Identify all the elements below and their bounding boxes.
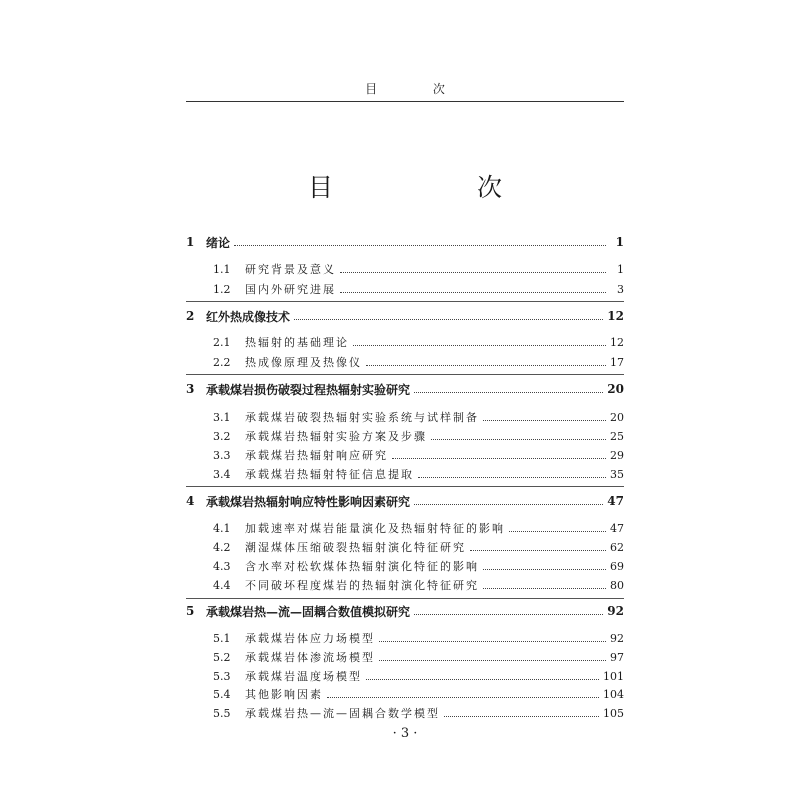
toc-section-1-2[interactable] xyxy=(186,280,624,298)
page-number: 80 xyxy=(610,578,624,592)
toc-section-4-2[interactable] xyxy=(186,538,624,556)
chapter-number: 5 xyxy=(186,604,195,618)
toc-section-4-4[interactable] xyxy=(186,576,624,594)
toc-section-2-2[interactable] xyxy=(186,353,624,371)
section-number: 5.2 xyxy=(213,650,231,664)
toc-section-5-3[interactable] xyxy=(186,667,624,685)
toc-chapter-2[interactable] xyxy=(186,307,624,325)
section-title: 含水率对松软煤体热辐射演化特征的影响 xyxy=(245,560,479,573)
section-title: 其他影响因素 xyxy=(245,688,323,701)
page-number: 20 xyxy=(610,410,624,424)
toc-chapter-3[interactable] xyxy=(186,380,624,398)
section-number: 1.1 xyxy=(213,262,231,276)
section-title: 承载煤岩热辐射特征信息提取 xyxy=(245,468,414,481)
section-number: 4.2 xyxy=(213,540,231,554)
page-number: 12 xyxy=(607,309,624,323)
dot-leader xyxy=(366,678,599,680)
page-number: 20 xyxy=(607,382,624,396)
dot-leader xyxy=(340,271,606,273)
dot-leader xyxy=(431,438,606,440)
dot-leader xyxy=(509,530,606,532)
chapter-divider xyxy=(186,486,624,487)
chapter-title: 承载煤岩热辐射响应特性影响因素研究 xyxy=(206,494,411,509)
section-number: 5.1 xyxy=(213,631,231,645)
header-rule xyxy=(186,101,624,102)
toc-section-5-2[interactable] xyxy=(186,648,624,666)
page-number: 1 xyxy=(615,235,624,249)
toc-chapter-5[interactable] xyxy=(186,602,624,620)
page-number: 104 xyxy=(603,687,624,701)
section-title: 热成像原理及热像仪 xyxy=(245,356,362,369)
dot-leader xyxy=(327,696,599,698)
section-title: 承载煤岩体应力场模型 xyxy=(245,632,375,645)
toc-chapter-4[interactable] xyxy=(186,492,624,510)
chapter-title: 红外热成像技术 xyxy=(206,309,291,324)
toc-section-3-4[interactable] xyxy=(186,465,624,483)
dot-leader xyxy=(379,640,606,642)
dot-leader xyxy=(483,419,606,421)
page-number: 62 xyxy=(610,540,624,554)
section-title: 承载煤岩温度场模型 xyxy=(245,670,362,683)
section-title: 承载煤岩热辐射响应研究 xyxy=(245,449,388,462)
page-title: 目 次 xyxy=(308,173,570,202)
section-number: 3.1 xyxy=(213,410,231,424)
toc-section-4-3[interactable] xyxy=(186,557,624,575)
section-number: 5.4 xyxy=(213,687,231,701)
chapter-divider xyxy=(186,598,624,599)
dot-leader xyxy=(470,549,606,551)
page-number: 101 xyxy=(603,669,624,683)
page-number: 92 xyxy=(610,631,624,645)
toc-section-3-3[interactable] xyxy=(186,446,624,464)
dot-leader xyxy=(379,659,606,661)
section-number: 4.4 xyxy=(213,578,231,592)
section-number: 1.2 xyxy=(213,282,231,296)
toc-section-3-2[interactable] xyxy=(186,427,624,445)
dot-leader xyxy=(392,457,606,459)
chapter-number: 1 xyxy=(186,235,195,249)
page-number: 69 xyxy=(610,559,624,573)
section-title: 潮湿煤体压缩破裂热辐射演化特征研究 xyxy=(245,541,466,554)
section-title: 承载煤岩破裂热辐射实验系统与试样制备 xyxy=(245,411,479,424)
section-title: 加载速率对煤岩能量演化及热辐射特征的影响 xyxy=(245,522,505,535)
dot-leader xyxy=(414,613,603,615)
section-title: 国内外研究进展 xyxy=(245,283,336,296)
section-title: 不同破坏程度煤岩的热辐射演化特征研究 xyxy=(245,579,479,592)
toc-section-5-1[interactable] xyxy=(186,629,624,647)
page-number: 92 xyxy=(607,604,624,618)
page-folio: · 3 · xyxy=(392,726,418,741)
page-number: 35 xyxy=(610,467,624,481)
chapter-divider xyxy=(186,301,624,302)
chapter-number: 2 xyxy=(186,309,195,323)
page-number: 25 xyxy=(610,429,624,443)
chapter-title: 承载煤岩损伤破裂过程热辐射实验研究 xyxy=(206,382,411,397)
dot-leader xyxy=(418,476,606,478)
chapter-title: 承载煤岩热—流—固耦合数值模拟研究 xyxy=(206,604,411,619)
page-number: 47 xyxy=(610,521,624,535)
dot-leader xyxy=(294,318,603,320)
section-number: 2.2 xyxy=(213,355,231,369)
toc-section-5-4[interactable] xyxy=(186,685,624,703)
section-title: 承载煤岩热—流—固耦合数学模型 xyxy=(245,707,440,720)
section-number: 5.5 xyxy=(213,706,231,720)
section-number: 5.3 xyxy=(213,669,231,683)
dot-leader xyxy=(414,391,603,393)
page-number: 12 xyxy=(610,335,624,349)
toc-section-1-1[interactable] xyxy=(186,260,624,278)
dot-leader xyxy=(366,364,606,366)
chapter-title: 绪论 xyxy=(206,235,231,250)
dot-leader xyxy=(483,568,606,570)
dot-leader xyxy=(340,291,606,293)
dot-leader xyxy=(483,587,606,589)
section-title: 承载煤岩热辐射实验方案及步骤 xyxy=(245,430,427,443)
dot-leader xyxy=(234,244,606,246)
page-number: 17 xyxy=(610,355,624,369)
toc-section-5-5[interactable] xyxy=(186,704,624,722)
toc-section-3-1[interactable] xyxy=(186,408,624,426)
section-number: 3.3 xyxy=(213,448,231,462)
page-number: 3 xyxy=(617,282,624,296)
page-number: 1 xyxy=(617,262,624,276)
section-title: 研究背景及意义 xyxy=(245,263,336,276)
section-number: 3.4 xyxy=(213,467,231,481)
page-number: 97 xyxy=(610,650,624,664)
section-number: 4.3 xyxy=(213,559,231,573)
section-title: 热辐射的基础理论 xyxy=(245,336,349,349)
running-header: 目 次 xyxy=(365,82,471,96)
section-number: 4.1 xyxy=(213,521,231,535)
dot-leader xyxy=(353,344,606,346)
section-number: 2.1 xyxy=(213,335,231,349)
section-number: 3.2 xyxy=(213,429,231,443)
page-number: 47 xyxy=(607,494,624,508)
toc-section-2-1[interactable] xyxy=(186,333,624,351)
dot-leader xyxy=(444,715,599,717)
toc-section-4-1[interactable] xyxy=(186,519,624,537)
section-title: 承载煤岩体渗流场模型 xyxy=(245,651,375,664)
toc-chapter-1[interactable] xyxy=(186,233,624,251)
page-number: 29 xyxy=(610,448,624,462)
page-number: 105 xyxy=(603,706,624,720)
chapter-divider xyxy=(186,374,624,375)
chapter-number: 3 xyxy=(186,382,195,396)
chapter-number: 4 xyxy=(186,494,195,508)
dot-leader xyxy=(414,503,603,505)
